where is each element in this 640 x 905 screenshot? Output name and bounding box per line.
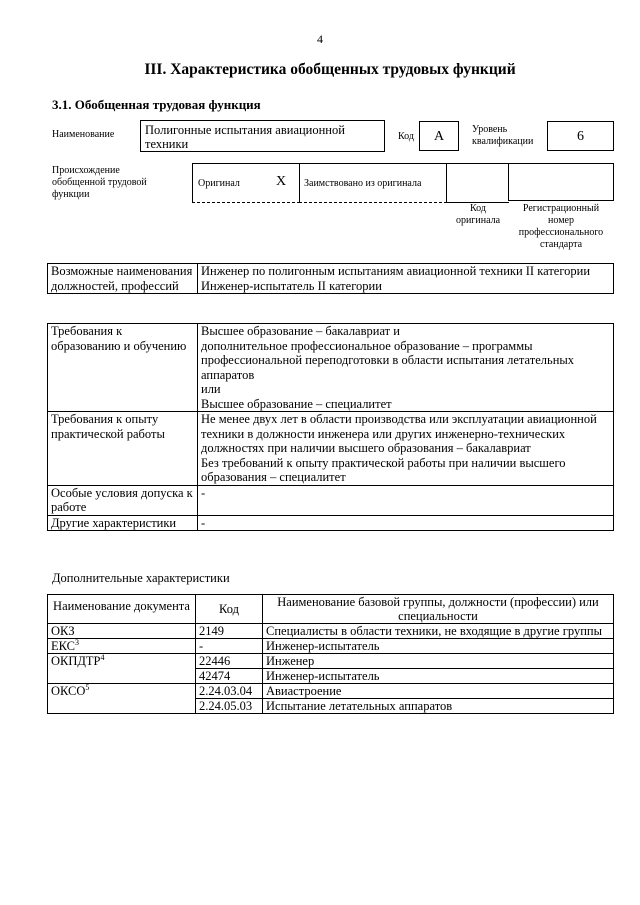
requirement-row <box>48 485 614 515</box>
requirement-row <box>48 412 614 486</box>
positions-table <box>47 263 614 294</box>
table-row <box>48 654 614 669</box>
table-header-row <box>48 595 614 624</box>
position-item: Инженер по полигонным испытаниям авиационной техники II категории <box>201 264 591 278</box>
name-cell: Инженер-испытатель <box>263 639 614 654</box>
doc-cell: ОКСО$^5$ <box>48 684 196 714</box>
code-value: A <box>419 121 459 151</box>
function-name-box <box>140 120 385 152</box>
table-row <box>48 639 614 654</box>
doc-cell: ОКПДТР$^4$ <box>48 654 196 684</box>
col-name-header: Наименование базовой группы, должности (профессии) или специальности <box>263 595 614 624</box>
reg-number-label: Регистрационный номер профессионального стандарта <box>518 203 604 250</box>
table-row <box>48 684 614 699</box>
additional-title: Дополнительные характеристики <box>52 571 230 585</box>
page-number: 4 <box>317 32 323 46</box>
code-original-label: Код оригинала <box>455 203 501 226</box>
code-cell: 2149 <box>196 624 263 639</box>
requirement-row <box>48 324 614 412</box>
name-cell: Инженер-испытатель <box>263 669 614 684</box>
code-cell: 42474 <box>196 669 263 684</box>
origin-label: Происхождение обобщенной трудовой функции <box>52 165 147 200</box>
requirement-label: Требования к образованию и обучению <box>48 324 198 412</box>
positions-label: Возможные наименования должностей, профессий <box>48 264 198 294</box>
name-label: Наименование <box>52 129 115 140</box>
name-cell: Испытание летательных аппаратов <box>263 699 614 714</box>
requirement-value: Не менее двух лет в области производства или эксплуатации авиационной техники в должности инженера или других инженерно-технических должностях при наличии высшего образования – бакалавриат Без требований к опыту практической работы при наличии высшего образования – специалитет <box>198 412 614 486</box>
table-row <box>48 624 614 639</box>
requirement-label: Особые условия допуска к работе <box>48 485 198 515</box>
requirement-label: Требования к опыту практической работы <box>48 412 198 486</box>
doc-cell: ЕКС$^3$ <box>48 639 196 654</box>
subsection-title: 3.1. Обобщенная трудовая функция <box>52 97 261 112</box>
requirement-value: - <box>198 515 614 531</box>
col-code-header: Код <box>196 595 263 624</box>
code-label: Код <box>398 131 414 142</box>
level-label: Уровень квалификации <box>472 124 534 147</box>
section-title: III. Характеристика обобщенных трудовых функций <box>144 61 516 78</box>
level-value: 6 <box>547 121 614 151</box>
code-cell: 2.24.03.04 <box>196 684 263 699</box>
doc-cell: ОКЗ <box>48 624 196 639</box>
code-cell: - <box>196 639 263 654</box>
requirement-label: Другие характеристики <box>48 515 198 531</box>
original-label: Оригинал <box>198 178 240 189</box>
position-item: Инженер-испытатель II категории <box>201 278 382 293</box>
code-cell: 22446 <box>196 654 263 669</box>
code-cell: 2.24.05.03 <box>196 699 263 714</box>
col-doc-header: Наименование документа <box>48 595 196 624</box>
function-name: Полигонные испытания авиационной техники <box>145 123 345 151</box>
requirement-value: - <box>198 485 614 515</box>
name-cell: Авиастроение <box>263 684 614 699</box>
name-cell: Специалисты в области техники, не входящие в другие группы <box>263 624 614 639</box>
original-mark: X <box>276 174 287 189</box>
additional-table <box>47 594 614 714</box>
requirement-row <box>48 515 614 531</box>
requirements-table <box>47 323 614 531</box>
code-original-cell <box>446 163 509 203</box>
requirement-value: Высшее образование – бакалавриат и дополнительное профессиональное образование – программы профессиональной переподготовки в области испытания летательных аппаратов или Высшее образование – специалитет <box>198 324 614 412</box>
positions-values <box>198 264 614 294</box>
borrowed-label: Заимствовано из оригинала <box>304 178 422 189</box>
name-cell: Инженер <box>263 654 614 669</box>
reg-number-cell <box>508 163 614 201</box>
